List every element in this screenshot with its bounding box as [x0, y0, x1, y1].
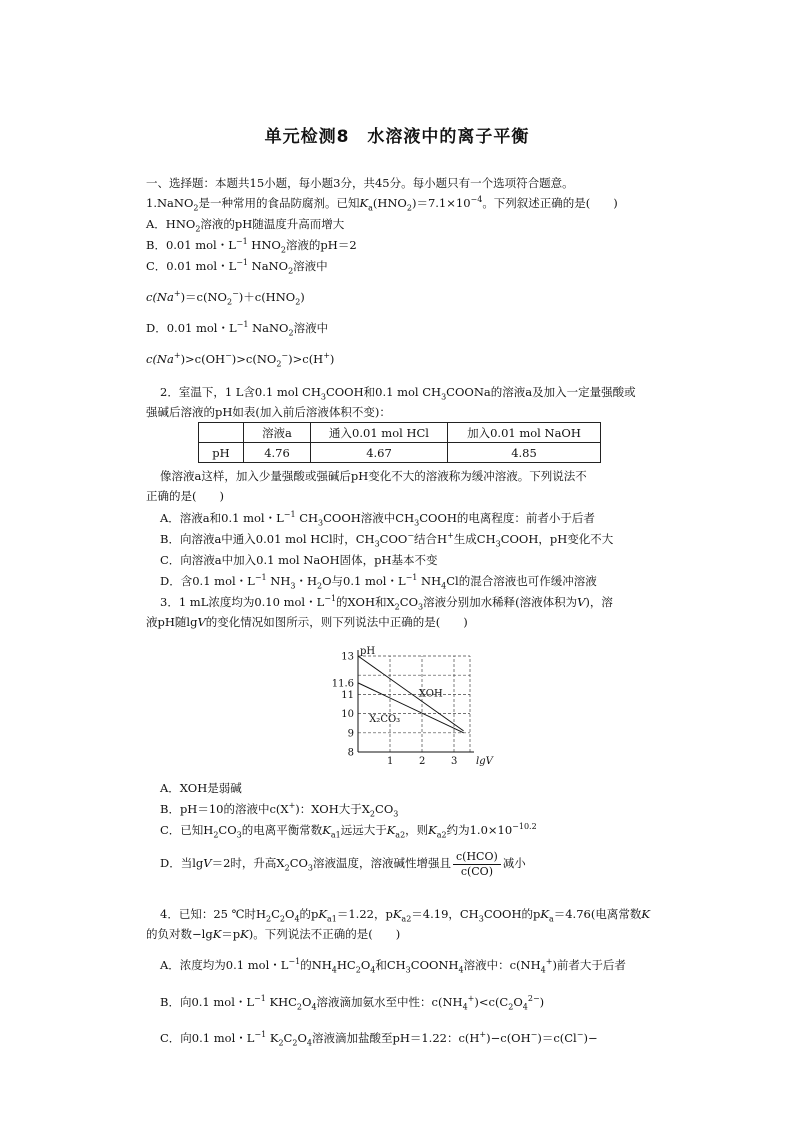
question-4-option-a: A．浓度均为0.1 mol・$L^{-1}$的$NH_4HC_2O_4$和$CH_3COONH_4$溶液中：$c(NH_4^+)$前者大于后者	[160, 957, 626, 975]
buffer-ph-table	[198, 422, 601, 463]
series-label-xoh: XOH	[418, 688, 443, 700]
question-2-option-d: D．含0.1 mol・$L^{-1}$ $NH_3$・$H_2O$与0.1 mol・$L^{-1}$ $NH_4Cl$的混合溶液也可作缓冲溶液	[160, 573, 597, 591]
x-tick-label: 2	[419, 756, 426, 767]
series-line-x2co3	[358, 683, 464, 733]
y-tick-label: 10	[341, 709, 354, 721]
question-1-option-a: A．$HNO_2$溶液的pH随温度升高而增大	[146, 217, 345, 234]
page-title: 单元检测8 水溶液中的离子平衡	[264, 127, 530, 147]
table-header-cell: 溶液a	[244, 423, 311, 443]
x-tick-label: 1	[387, 756, 394, 767]
chart-grid	[358, 656, 470, 752]
y-tick-label: 8	[347, 747, 354, 759]
chart-ticks	[332, 652, 458, 768]
table-header-row	[199, 423, 601, 443]
table-row	[199, 443, 601, 463]
question-4-stem-line-1: 4．已知：25 ℃时$H_2C_2O_4$的$pK_{a1}=1.22$，$pK_{a2}=4.19$，$CH_3COOH$的$pK_a=4.76$(电离常数K	[160, 907, 650, 924]
question-3-option-a: A．XOH是弱碱	[160, 781, 242, 795]
table-header-cell	[199, 423, 244, 443]
x-axis-label: lgV	[476, 756, 493, 767]
question-2-stem-line-4: 正确的是( )	[146, 489, 224, 503]
question-4-option-c: C．向0.1 mol・$L^{-1}$ $K_2C_2O_4$溶液滴加盐酸至pH＝1.22：c(H+)−c(OH−)＝c(Cl−)−	[160, 1030, 598, 1048]
question-2-option-b: B．向溶液a中通入0.01 mol HCl时，$CH_3COO^-$结合H+生成$CH_3COOH$，pH变化不大	[160, 531, 614, 549]
y-tick-label: 11.6	[331, 678, 354, 690]
y-tick-label: 13	[341, 651, 354, 663]
question-3-option-c: C．已知$H_2CO_3$的电离平衡常数$K_{a1}$远远大于$K_{a2}$，则$K_{a2}$约为$1.0\times 10^{-10.2}$	[160, 822, 537, 840]
question-1-stem: 1.NaNO$_2$是一种常用的食品防腐剂。已知$K_a(HNO_2)=7.1\times 10^{-4}$。下列叙述正确的是( )	[146, 195, 618, 213]
section-heading: 一、选择题：本题共15小题，每小题3分，共45分。每小题只有一个选项符合题意。	[146, 176, 574, 190]
table-cell: 4.85	[448, 443, 601, 463]
table-row-label: pH	[199, 443, 244, 463]
question-1-option-c: C．0.01 mol・$L^{-1}$ NaNO$_2$溶液中	[146, 258, 328, 276]
y-tick-label: 9	[347, 728, 354, 740]
question-2-stem-line-3: 像溶液a这样，加入少量强酸或强碱后pH变化不大的溶液称为缓冲溶液。下列说法不	[160, 469, 587, 483]
question-1-option-d: D．0.01 mol・$L^{-1}$ NaNO$_2$溶液中	[146, 320, 329, 338]
question-1-option-d-equation: $c(Na^+)>c(OH^-)>c(NO_2^-)>c(H^+)$	[146, 351, 335, 369]
table-cell: 4.67	[311, 443, 448, 463]
question-3-option-b: B．pH＝10的溶液中c(X+)：XOH大于$X_2CO_3$	[160, 801, 399, 819]
series-label-x2co3: X₂CO₃	[369, 714, 401, 726]
question-1-option-c-equation: $c(Na^+)=c(NO_2^-)+c(HNO_2)$	[146, 289, 305, 307]
table-cell: 4.76	[244, 443, 311, 463]
x-tick-label: 3	[451, 756, 458, 767]
question-2-option-a: A．溶液a和0.1 mol・$L^{-1}$ $CH_3COOH$溶液中$CH_3COOH$的电离程度：前者小于后者	[160, 510, 595, 528]
question-4-stem-line-2: 的负对数−lgK＝pK)。下列说法不正确的是( )	[146, 927, 401, 941]
question-2-stem-line-1: 2．室温下，1 L含0.1 mol $CH_3COOH$和0.1 mol $CH_3COONa$的溶液a及加入一定量强酸或	[160, 385, 636, 402]
question-3-stem-line-2: 液pH随lgV的变化情况如图所示，则下列说法中正确的是( )	[146, 615, 468, 629]
question-3-stem-line-1: 3．1 mL浓度均为0.10 mol・$L^{-1}$的XOH和$X_2CO_3$溶液分别加水稀释(溶液体积为V)，溶	[160, 594, 613, 612]
hco3-over-co3-fraction: $\frac{\text{c(HCO)}}{c(CO)}$	[453, 850, 501, 879]
table-header-cell: 通入0.01 mol HCl	[311, 423, 448, 443]
question-4-option-b: B．向0.1 mol・$L^{-1}$ $KHC_2O_4$溶液滴加氨水至中性：$c(NH_4^+)<c(C_2O_4^{2-})$	[160, 994, 545, 1012]
ph-vs-lgv-chart	[318, 636, 493, 774]
question-2-option-c: C．向溶液a中加入0.1 mol NaOH固体，pH基本不变	[160, 553, 438, 567]
question-3-option-d: D．当lgV＝2时，升高$X_2CO_3$溶液温度，溶液碱性增强且 $\frac{\text{c(HCO)}}{c(CO)}$ 减小	[160, 849, 526, 878]
y-tick-label: 11	[341, 689, 354, 701]
question-2-stem-line-2: 强碱后溶液的pH如表(加入前后溶液体积不变)：	[146, 405, 391, 419]
table-header-cell: 加入0.01 mol NaOH	[448, 423, 601, 443]
question-1-option-b: B．0.01 mol・$L^{-1}$ $HNO_2$溶液的pH＝2	[146, 237, 357, 255]
y-axis-label: pH	[360, 646, 376, 657]
